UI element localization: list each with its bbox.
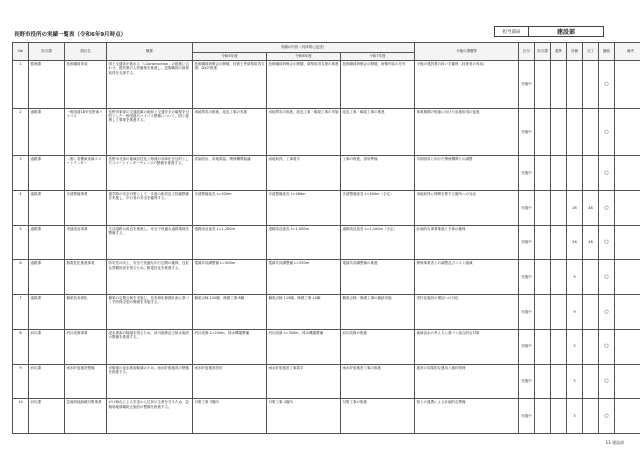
row-e xyxy=(583,295,599,330)
row-r6: 歩道整備延長 L=480m xyxy=(267,190,341,225)
row-no: 2 xyxy=(13,108,29,156)
row-r5: 技術職員研修会の開催、技術士等資格取得支援、DXの推進 xyxy=(193,61,267,109)
row-b xyxy=(535,295,551,330)
row-summary: 浸水被害の軽減を図るため、河川改修及び排水施設の整備を推進する。 xyxy=(107,329,193,364)
row-r6: 橋梁点検 115橋、修繕工事 10橋 xyxy=(267,295,341,330)
row-summary: 生活道路の改良を推進し、安全で快適な道路環境を整備する。 xyxy=(107,225,193,260)
row-d: 26 xyxy=(567,225,583,260)
row-c xyxy=(551,329,567,364)
row-status: 実施中 xyxy=(519,295,535,330)
row-no: 9 xyxy=(13,364,29,399)
department-value: 建設部 xyxy=(556,29,575,36)
row-mark: ○ xyxy=(599,108,615,156)
row-r6: 対策工事 4箇所 xyxy=(267,399,341,434)
row-r7: 技術職員研修会の開催、研修内容の充実 xyxy=(341,61,415,109)
row-c xyxy=(551,61,567,109)
row-section: 道路課 xyxy=(29,260,65,295)
row-r5: 道路改良延長 L=1,200m xyxy=(193,225,267,260)
department-box xyxy=(494,26,604,37)
row-g xyxy=(615,329,640,364)
row-e xyxy=(583,329,599,364)
row-r5: 河川改修 L=250m、排水機場整備 xyxy=(193,329,267,364)
row-g xyxy=(615,399,640,434)
row-status: 実施中 xyxy=(519,156,535,191)
row-item: 市道改良事業 xyxy=(65,225,107,260)
row-item: 歩道整備事業 xyxy=(65,190,107,225)
row-e xyxy=(583,364,599,399)
row-r6: 雨水貯留施設工事着手 xyxy=(267,364,341,399)
row-r6: 道路改良延長 L=1,050m xyxy=(267,225,341,260)
row-r5: 対策工事 3箇所 xyxy=(193,399,267,434)
row-r7: 対策工事の推進 xyxy=(341,399,415,434)
row-item: 河川改修事業 xyxy=(65,329,107,364)
row-section: 監理課 xyxy=(29,61,65,109)
row-r5: 用地買収の推進、改良工事の実施 xyxy=(193,108,267,156)
page-title: 長野市役所の実績一覧表（令和6年9月時点） xyxy=(14,32,127,38)
row-d: 9 xyxy=(567,295,583,330)
row-d: 26 xyxy=(567,190,583,225)
row-summary: 通学路の安全対策として、歩道の新設及び拡幅整備を実施し、歩行者の安全を確保する。 xyxy=(107,190,193,225)
row-c xyxy=(551,364,567,399)
header-r5: 令和5年度 xyxy=(193,53,267,61)
row-b xyxy=(535,225,551,260)
header-no: No xyxy=(13,43,29,61)
row-d: 9 xyxy=(567,260,583,295)
row-b xyxy=(535,108,551,156)
row-r7: 工事の推進、供用準備 xyxy=(341,156,415,191)
table-row xyxy=(13,108,640,156)
row-section: 道路課 xyxy=(29,295,65,330)
row-item: 技術職員育成 xyxy=(65,61,107,109)
header-r6: 令和6年度 xyxy=(267,53,341,61)
row-issues: 今後の建設業の担い手確保（技術者の育成） xyxy=(415,61,519,109)
row-issues: 流域治水の考え方に基づく総合的な対策 xyxy=(415,329,519,364)
row-e: 48 xyxy=(583,225,599,260)
row-d: 3 xyxy=(567,364,583,399)
row-summary: 防災性の向上、安全で快適な歩行空間の確保、良好な景観形成を図るため、無電柱化を推進する。 xyxy=(107,260,193,295)
row-r7: 歩道整備延長 L=500m（予定） xyxy=(341,190,415,225)
row-mark: ○ xyxy=(599,190,615,225)
row-d: 3 xyxy=(567,399,583,434)
row-status: 実施中 xyxy=(519,108,535,156)
page-number: 13 建設部 xyxy=(605,440,624,445)
row-c xyxy=(551,260,567,295)
row-e: 48 xyxy=(583,190,599,225)
row-e xyxy=(583,156,599,191)
row-r7: 電線共同溝整備の推進 xyxy=(341,260,415,295)
row-mark: ○ xyxy=(599,295,615,330)
header-g: 備考 xyxy=(615,43,640,61)
row-b xyxy=(535,61,551,109)
row-d xyxy=(567,108,583,156)
row-r7: 橋梁点検・修繕工事の継続実施 xyxy=(341,295,415,330)
table-row xyxy=(13,399,640,434)
row-c xyxy=(551,156,567,191)
header-d: 評価 xyxy=(567,43,583,61)
header-f: 継続 xyxy=(599,43,615,61)
table-row xyxy=(13,295,640,330)
row-status: 実施中 xyxy=(519,190,535,225)
row-mark: ○ xyxy=(599,225,615,260)
row-g xyxy=(615,108,640,156)
row-issues: 計画的な事業推進と予算の確保 xyxy=(415,225,519,260)
row-section: 河川課 xyxy=(29,364,65,399)
row-status: 実施中 xyxy=(519,225,535,260)
header-a: 区分 xyxy=(519,43,535,61)
row-section: 河川課 xyxy=(29,329,65,364)
row-issues: 早期供用に向けた関係機関との調整 xyxy=(415,156,519,191)
results-table xyxy=(12,42,640,434)
row-c xyxy=(551,225,567,260)
row-no: 6 xyxy=(13,260,29,295)
header-item: 項目名 xyxy=(65,43,107,61)
row-section: 道路課 xyxy=(29,190,65,225)
row-d xyxy=(567,61,583,109)
row-r5: 雨水貯留施設設計 xyxy=(193,364,267,399)
row-r5: 橋梁点検 120橋、修繕工事 8橋 xyxy=(193,295,267,330)
row-d xyxy=(567,156,583,191)
row-r6: 技術職員研修会の開催、資格取得支援の推進 xyxy=(267,61,341,109)
row-status: 実施中 xyxy=(519,61,535,109)
department-label: 担当部局 xyxy=(495,27,529,36)
row-item: 雨水貯留施設整備 xyxy=(65,364,107,399)
row-e xyxy=(583,260,599,295)
row-mark: ○ xyxy=(599,156,615,191)
row-issues: 老朽化施設の増加への対応 xyxy=(415,295,519,330)
row-issues: 施設の効果的な運用と維持管理 xyxy=(415,364,519,399)
row-r6: 河川改修 L=300m、排水機場整備 xyxy=(267,329,341,364)
header-summary: 概要 xyxy=(107,43,193,61)
row-status: 実施中 xyxy=(519,364,535,399)
row-g xyxy=(615,225,640,260)
row-e xyxy=(583,61,599,109)
row-b xyxy=(535,329,551,364)
row-status: 実施中 xyxy=(519,329,535,364)
row-d: 3 xyxy=(567,329,583,364)
row-summary: 長野市北部の地域活性化と物流の効率化を目的としたスマートインターチェンジの整備を推進する。 xyxy=(107,156,193,191)
row-b xyxy=(535,364,551,399)
row-e xyxy=(583,108,599,156)
row-r6: 用地取得、工事着手 xyxy=(267,156,341,191)
row-b xyxy=(535,399,551,434)
row-g xyxy=(615,61,640,109)
row-summary: 橋梁の定期点検を実施し、長寿命化修繕計画に基づく予防保全型の修繕を実施する。 xyxy=(107,295,193,330)
header-b: 担当課 xyxy=(535,43,551,61)
row-item: 無電柱化推進事業 xyxy=(65,260,107,295)
row-issues: 関係事業者との調整及びコスト縮減 xyxy=(415,260,519,295)
row-r5: 歩道整備延長 L=520m xyxy=(193,190,267,225)
row-b xyxy=(535,156,551,191)
table-row xyxy=(13,260,640,295)
row-mark: ○ xyxy=(599,61,615,109)
row-issues: 用地取得に時間を要する箇所への対応 xyxy=(415,190,519,225)
row-section: 道路課 xyxy=(29,225,65,260)
row-section: 道路課 xyxy=(29,108,65,156)
row-b xyxy=(535,190,551,225)
table-row xyxy=(13,190,640,225)
header-section: 担当課 xyxy=(29,43,65,61)
row-g xyxy=(615,156,640,191)
row-g xyxy=(615,260,640,295)
row-section: 道路課 xyxy=(29,156,65,191)
row-r6: 電線共同溝整備 L=350m xyxy=(267,260,341,295)
row-item: 急傾斜地崩壊対策事業 xyxy=(65,399,107,434)
row-r5: 詳細設計、用地測量、関係機関協議 xyxy=(193,156,267,191)
row-issues: 県との連携による計画的な整備 xyxy=(415,399,519,434)
row-section: 河川課 xyxy=(29,399,65,434)
row-no: 8 xyxy=(13,329,29,364)
row-r6: 用地買収の推進、改良工事・橋梁工事の実施 xyxy=(267,108,341,156)
header-e: 完了 xyxy=(583,43,599,61)
table-row xyxy=(13,329,640,364)
row-no: 4 xyxy=(13,190,29,225)
row-g xyxy=(615,364,640,399)
row-status: 実施中 xyxy=(519,260,535,295)
table-row xyxy=(13,156,640,191)
row-no: 3 xyxy=(13,156,29,191)
row-no: 5 xyxy=(13,225,29,260)
header-r7: 令和7年度 xyxy=(341,53,415,61)
row-c xyxy=(551,190,567,225)
row-c xyxy=(551,399,567,434)
row-no: 1 xyxy=(13,61,29,109)
row-no: 7 xyxy=(13,295,29,330)
row-item: （都）若槻東条線スマートインター xyxy=(65,156,107,191)
row-item: 一般国道18号長野東バイパス xyxy=(65,108,107,156)
row-no: 10 xyxy=(13,399,29,434)
row-r7: 改良工事・橋梁工事の推進 xyxy=(341,108,415,156)
row-c xyxy=(551,108,567,156)
row-summary: がけ崩れによる災害から住民の生命を守るため、急傾斜地崩壊防止施設の整備を推進する。 xyxy=(107,399,193,434)
row-item: 橋梁長寿命化 xyxy=(65,295,107,330)
row-e xyxy=(583,399,599,434)
row-issues: 事業期間の短縮に向けた用地取得の促進 xyxy=(415,108,519,156)
row-r5: 電線共同溝整備 L=300m xyxy=(193,260,267,295)
table-row xyxy=(13,364,640,399)
row-r7: 雨水貯留施設工事の推進 xyxy=(341,364,415,399)
row-mark: ○ xyxy=(599,260,615,295)
row-b xyxy=(535,260,551,295)
row-summary: 長野市東部の交通混雑の緩和と交通安全の確保を目的とした一般国道のバイパス整備について、国と連携して事業を推進する。 xyxy=(107,108,193,156)
table-row xyxy=(13,61,640,109)
table-row xyxy=(13,225,640,260)
row-mark: ○ xyxy=(599,399,615,434)
row-g xyxy=(615,295,640,330)
header-results: 実績の内容（具体的に記述） xyxy=(193,43,415,53)
row-g xyxy=(615,190,640,225)
row-c xyxy=(551,295,567,330)
row-r7: 道路改良延長 L=1,100m（予定） xyxy=(341,225,415,260)
row-r7: 河川改修の推進 xyxy=(341,329,415,364)
header-c: 進捗 xyxy=(551,43,567,61)
row-summary: 国土交通省が進める「i-Construction」の推進に合わせ、建設業の人材確保を推進し、技術職員の資格取得を支援する。 xyxy=(107,61,193,109)
row-mark: ○ xyxy=(599,329,615,364)
row-summary: 市街地の浸水被害軽減のため、雨水貯留施設の整備を推進する。 xyxy=(107,364,193,399)
header-issues: 今後の課題等 xyxy=(415,43,519,61)
row-status: 実施中 xyxy=(519,399,535,434)
row-mark: ○ xyxy=(599,364,615,399)
